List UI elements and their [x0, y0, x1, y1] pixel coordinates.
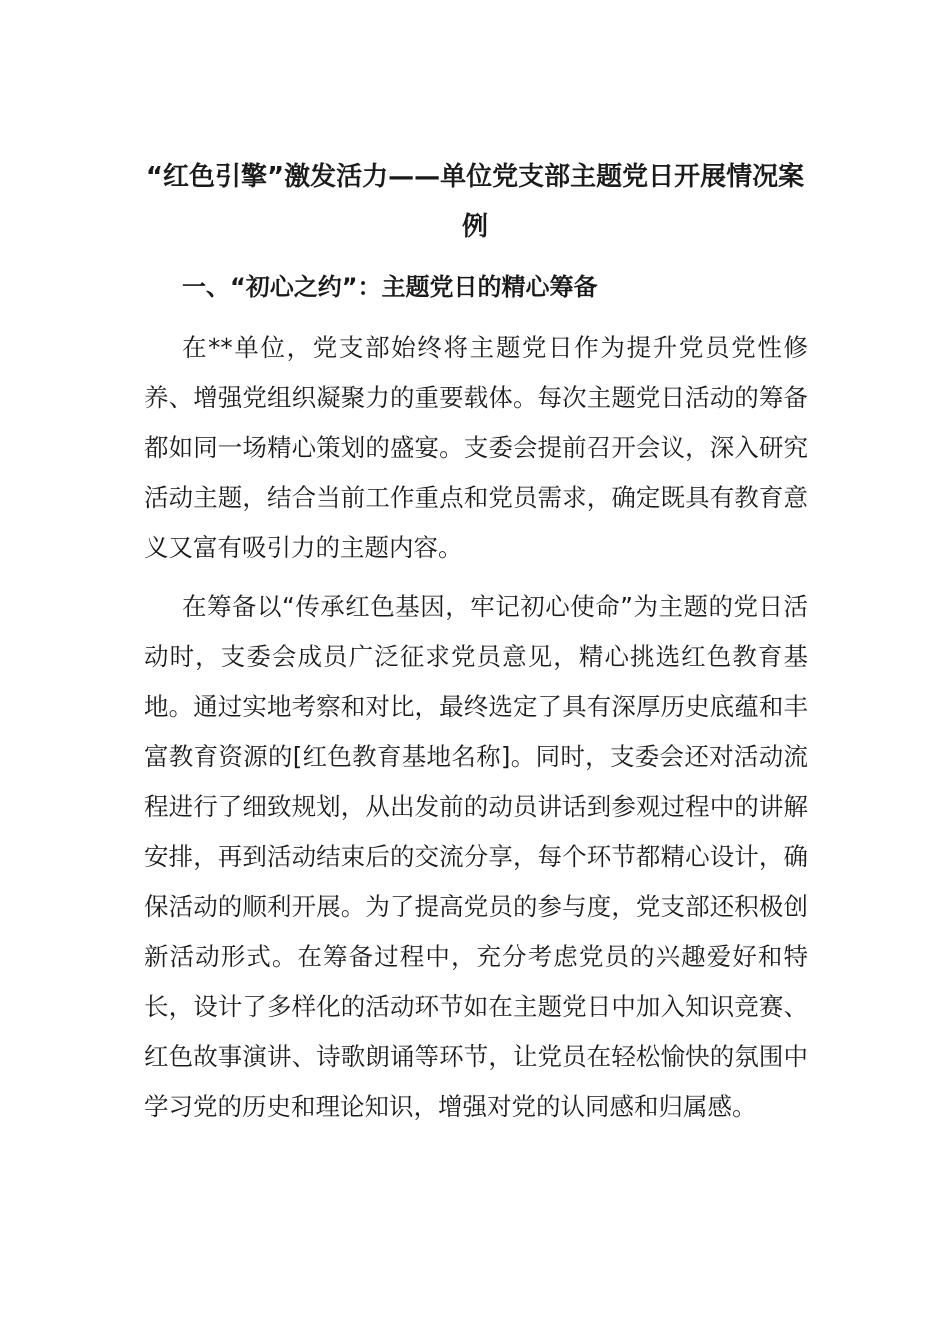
document-title: “红色引擎”激发活力——单位党支部主题党日开展情况案例 [145, 162, 805, 242]
body-paragraph: 在**单位，党支部始终将主题党日作为提升党员党性修养、增强党组织凝聚力的重要载体。每次主题党日活动的筹备都如同一场精心策划的盛宴。支委会提前召开会议，深入研究活动主题，结合当前工作重点和党员需求，确定既具有教育意义又富有吸引力的主题内容。 [144, 333, 808, 562]
body-paragraph: 在筹备以“传承红色基因，牢记初心使命”为主题的党日活动时，支委会成员广泛征求党员意见，精心挑选红色教育基地。通过实地考察和对比，最终选定了具有深厚历史底蕴和丰富教育资源的[红色教育基地名称]。同时，支委会还对活动流程进行了细致规划，从出发前的动员讲话到参观过程中的讲解安排，再到活动结束后的交流分享，每个环节都精心设计，确保活动的顺利开展。为了提高党员的参与度，党支部还积极创新活动形式。在筹备过程中，充分考虑党员的兴趣爱好和特长，设计了多样化的活动环节如在主题党日中加入知识竞赛、红色故事演讲、诗歌朗诵等环节，让党员在轻松愉快的氛围中学习党的历史和理论知识，增强对党的认同感和归属感。 [144, 592, 808, 1121]
section-heading: 一、“初心之约”：主题党日的精心筹备 [182, 273, 598, 301]
